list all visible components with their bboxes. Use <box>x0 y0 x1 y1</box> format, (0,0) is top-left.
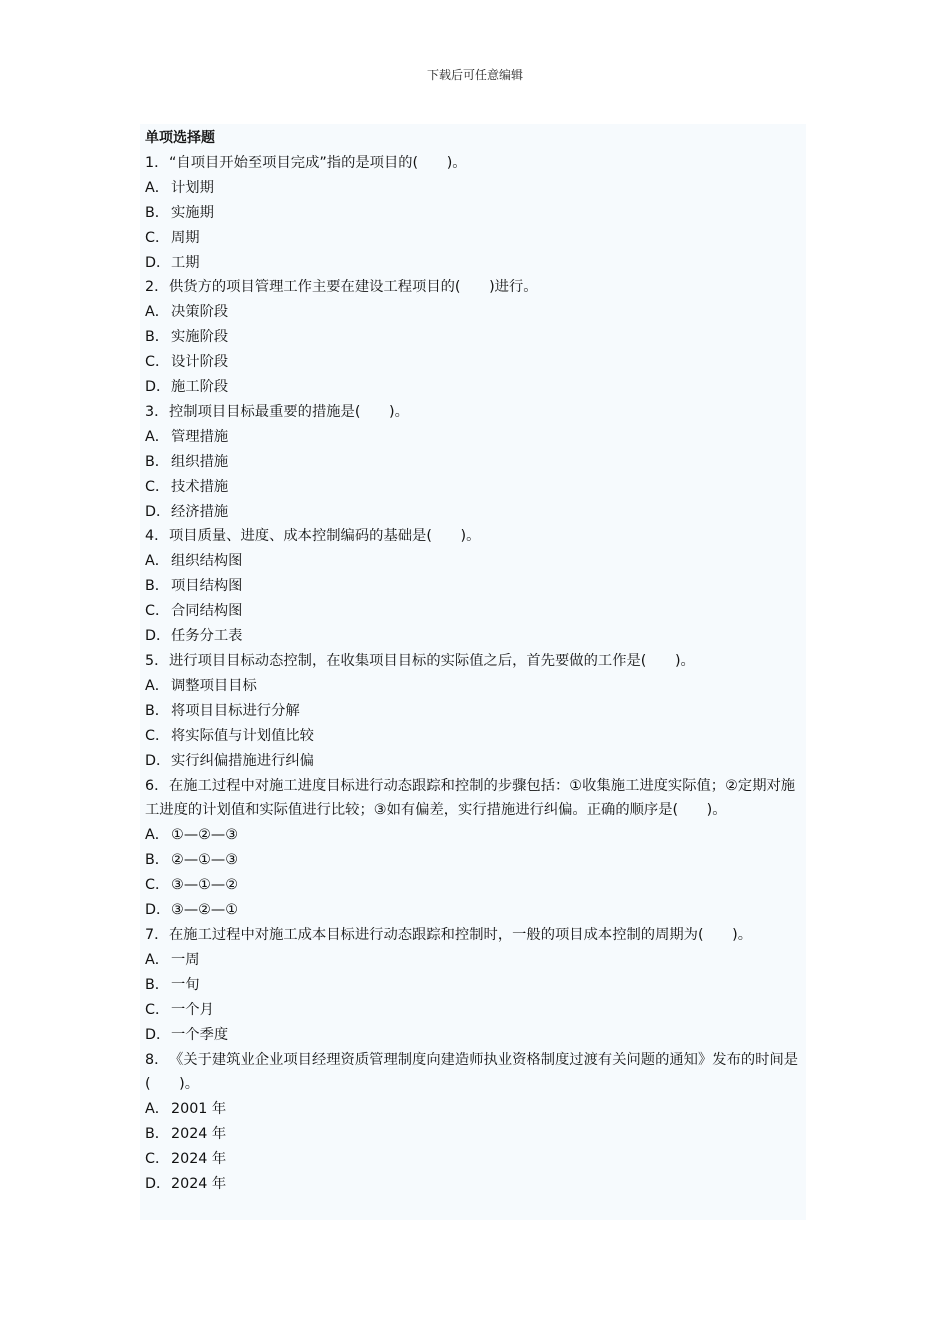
option-a <box>145 1097 806 1122</box>
option-b <box>145 450 806 475</box>
option-letter: B． <box>145 204 170 221</box>
question-number: 2． <box>145 279 169 296</box>
question-number: 1． <box>145 154 169 171</box>
option-text: 施工阶段 <box>171 379 229 396</box>
option-b <box>145 1122 806 1147</box>
question-1 <box>145 151 806 176</box>
option-d <box>145 500 806 525</box>
option-letter: A． <box>145 951 170 968</box>
option-c <box>145 350 806 375</box>
option-c <box>145 599 806 624</box>
option-letter: C． <box>145 478 170 495</box>
option-letter: D． <box>145 628 171 645</box>
question-6 <box>145 774 806 824</box>
question-2 <box>145 275 806 300</box>
option-text: 决策阶段 <box>171 304 229 321</box>
page-header-note: 下载后可任意编辑 <box>426 68 523 82</box>
option-c <box>145 475 806 500</box>
option-c <box>145 1147 806 1172</box>
option-a <box>145 176 806 201</box>
question-7 <box>145 923 806 948</box>
option-text: 项目结构图 <box>171 578 243 595</box>
option-a <box>145 674 806 699</box>
option-text: 计划期 <box>171 179 214 196</box>
option-text: 将实际值与计划值比较 <box>171 727 314 744</box>
option-text: 实施阶段 <box>171 329 229 346</box>
option-b <box>145 201 806 226</box>
option-text: 2024 年 <box>171 1176 227 1193</box>
option-letter: B． <box>145 1126 170 1143</box>
option-text: ③—②—① <box>171 902 239 919</box>
question-8 <box>145 1048 806 1098</box>
option-letter: C． <box>145 727 170 744</box>
option-letter: D． <box>145 379 171 396</box>
question-text: 在施工过程中对施工进度目标进行动态跟踪和控制的步骤包括：①收集施工进度实际值；②定期对施工进度的计划值和实际值进行比较；③如有偏差，实行措施进行纠偏。正确的顺序是( )。 <box>145 777 796 819</box>
option-letter: B． <box>145 453 170 470</box>
option-letter: D． <box>145 254 171 271</box>
question-number: 4． <box>145 528 169 545</box>
option-letter: C． <box>145 1151 170 1168</box>
question-3 <box>145 400 806 425</box>
option-a <box>145 948 806 973</box>
option-letter: D． <box>145 752 171 769</box>
option-text: 任务分工表 <box>171 628 243 645</box>
option-letter: B． <box>145 852 170 869</box>
option-text: 实行纠偏措施进行纠偏 <box>171 752 314 769</box>
question-number: 5． <box>145 653 169 670</box>
option-c <box>145 873 806 898</box>
option-c <box>145 226 806 251</box>
option-text: 一旬 <box>171 976 200 993</box>
option-text: 一周 <box>171 951 200 968</box>
option-letter: C． <box>145 354 170 371</box>
question-number: 7． <box>145 926 169 943</box>
option-letter: A． <box>145 428 170 445</box>
option-text: 周期 <box>171 229 200 246</box>
option-text: 将项目目标进行分解 <box>171 702 300 719</box>
question-5 <box>145 649 806 674</box>
option-letter: B． <box>145 329 170 346</box>
option-letter: A． <box>145 553 170 570</box>
option-letter: A． <box>145 304 170 321</box>
option-text: 技术措施 <box>171 478 229 495</box>
option-text: 管理措施 <box>171 428 229 445</box>
option-d <box>145 1172 806 1197</box>
option-text: 经济措施 <box>171 503 229 520</box>
option-letter: B． <box>145 578 170 595</box>
option-letter: C． <box>145 1001 170 1018</box>
option-letter: B． <box>145 976 170 993</box>
option-d <box>145 624 806 649</box>
question-number: 6． <box>145 777 169 794</box>
option-text: ①—②—③ <box>171 827 239 844</box>
question-text: 进行项目目标动态控制，在收集项目目标的实际值之后，首先要做的工作是( )。 <box>169 653 695 670</box>
option-text: 2024 年 <box>171 1151 227 1168</box>
section-title: 单项选择题 <box>145 130 215 146</box>
option-text: 调整项目目标 <box>171 677 257 694</box>
question-text: 控制项目目标最重要的措施是( )。 <box>169 403 409 420</box>
question-text: 供货方的项目管理工作主要在建设工程项目的( )进行。 <box>169 279 538 296</box>
option-text: 一个月 <box>171 1001 214 1018</box>
option-d <box>145 1023 806 1048</box>
option-letter: A． <box>145 179 170 196</box>
option-letter: D． <box>145 503 171 520</box>
question-text: “自项目开始至项目完成”指的是项目的( )。 <box>169 154 467 171</box>
option-text: 工期 <box>171 254 200 271</box>
option-b <box>145 973 806 998</box>
option-d <box>145 375 806 400</box>
question-4 <box>145 524 806 549</box>
option-letter: A． <box>145 1101 170 1118</box>
option-letter: D． <box>145 1176 171 1193</box>
option-letter: C． <box>145 877 170 894</box>
option-a <box>145 823 806 848</box>
question-text: 项目质量、进度、成本控制编码的基础是( )。 <box>169 528 481 545</box>
question-number: 3． <box>145 403 169 420</box>
option-b <box>145 574 806 599</box>
option-letter: B． <box>145 702 170 719</box>
option-text: 一个季度 <box>171 1026 229 1043</box>
option-letter: D． <box>145 902 171 919</box>
option-text: ②—①—③ <box>171 852 239 869</box>
option-b <box>145 325 806 350</box>
question-list <box>140 124 806 1220</box>
option-c <box>145 724 806 749</box>
option-d <box>145 251 806 276</box>
option-a <box>145 549 806 574</box>
option-letter: C． <box>145 229 170 246</box>
option-c <box>145 998 806 1023</box>
option-a <box>145 425 806 450</box>
option-letter: A． <box>145 827 170 844</box>
option-b <box>145 699 806 724</box>
question-text: 《关于建筑业企业项目经理资质管理制度向建造师执业资格制度过渡有关问题的通知》发布的时间是( )。 <box>145 1051 799 1093</box>
option-text: 组织结构图 <box>171 553 243 570</box>
option-text: ③—①—② <box>171 877 239 894</box>
option-text: 实施期 <box>171 204 214 221</box>
option-letter: D． <box>145 1026 171 1043</box>
option-text: 设计阶段 <box>171 354 229 371</box>
option-letter: A． <box>145 677 170 694</box>
option-d <box>145 749 806 774</box>
option-a <box>145 300 806 325</box>
option-text: 2001 年 <box>171 1101 227 1118</box>
option-text: 组织措施 <box>171 453 229 470</box>
question-text: 在施工过程中对施工成本目标进行动态跟踪和控制时，一般的项目成本控制的周期为( )。 <box>169 926 753 943</box>
option-d <box>145 898 806 923</box>
question-number: 8． <box>145 1051 169 1068</box>
option-b <box>145 848 806 873</box>
option-text: 合同结构图 <box>171 603 243 620</box>
option-letter: C． <box>145 603 170 620</box>
option-text: 2024 年 <box>171 1126 227 1143</box>
